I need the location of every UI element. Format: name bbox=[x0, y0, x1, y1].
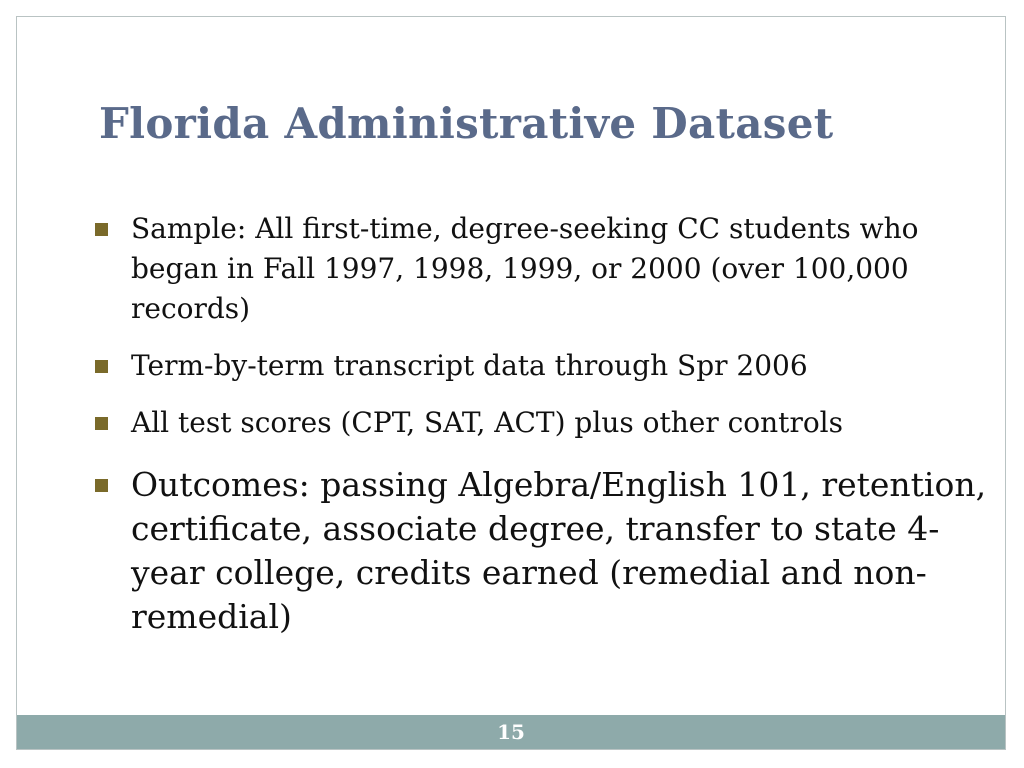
bullet-item-sample bbox=[93, 209, 993, 329]
bullet-text: Sample: All first-time, degree-seeking CC students who began in Fall 1997, 1998, 1999, or 2000 (over 100,000 records) bbox=[131, 212, 919, 325]
bullet-text: All test scores (CPT, SAT, ACT) plus other controls bbox=[131, 406, 844, 439]
square-bullet-icon bbox=[95, 223, 108, 236]
slide-title: Florida Administrative Dataset bbox=[99, 99, 834, 148]
square-bullet-icon bbox=[95, 360, 108, 373]
slide bbox=[16, 16, 1006, 750]
bullet-text: Term-by-term transcript data through Spr 2006 bbox=[131, 349, 808, 382]
square-bullet-icon bbox=[95, 479, 108, 492]
bullet-item-transcript bbox=[93, 346, 993, 386]
square-bullet-icon bbox=[95, 417, 108, 430]
bullet-item-test-scores bbox=[93, 403, 993, 443]
footer-bar bbox=[17, 715, 1005, 749]
bullet-list bbox=[93, 209, 993, 656]
bullet-item-outcomes bbox=[93, 463, 993, 639]
page-number: 15 bbox=[497, 720, 525, 744]
bullet-text: Outcomes: passing Algebra/English 101, retention, certificate, associate degree, transfer to state 4-year college, credits earned (remedial and non-remedial) bbox=[131, 465, 987, 636]
